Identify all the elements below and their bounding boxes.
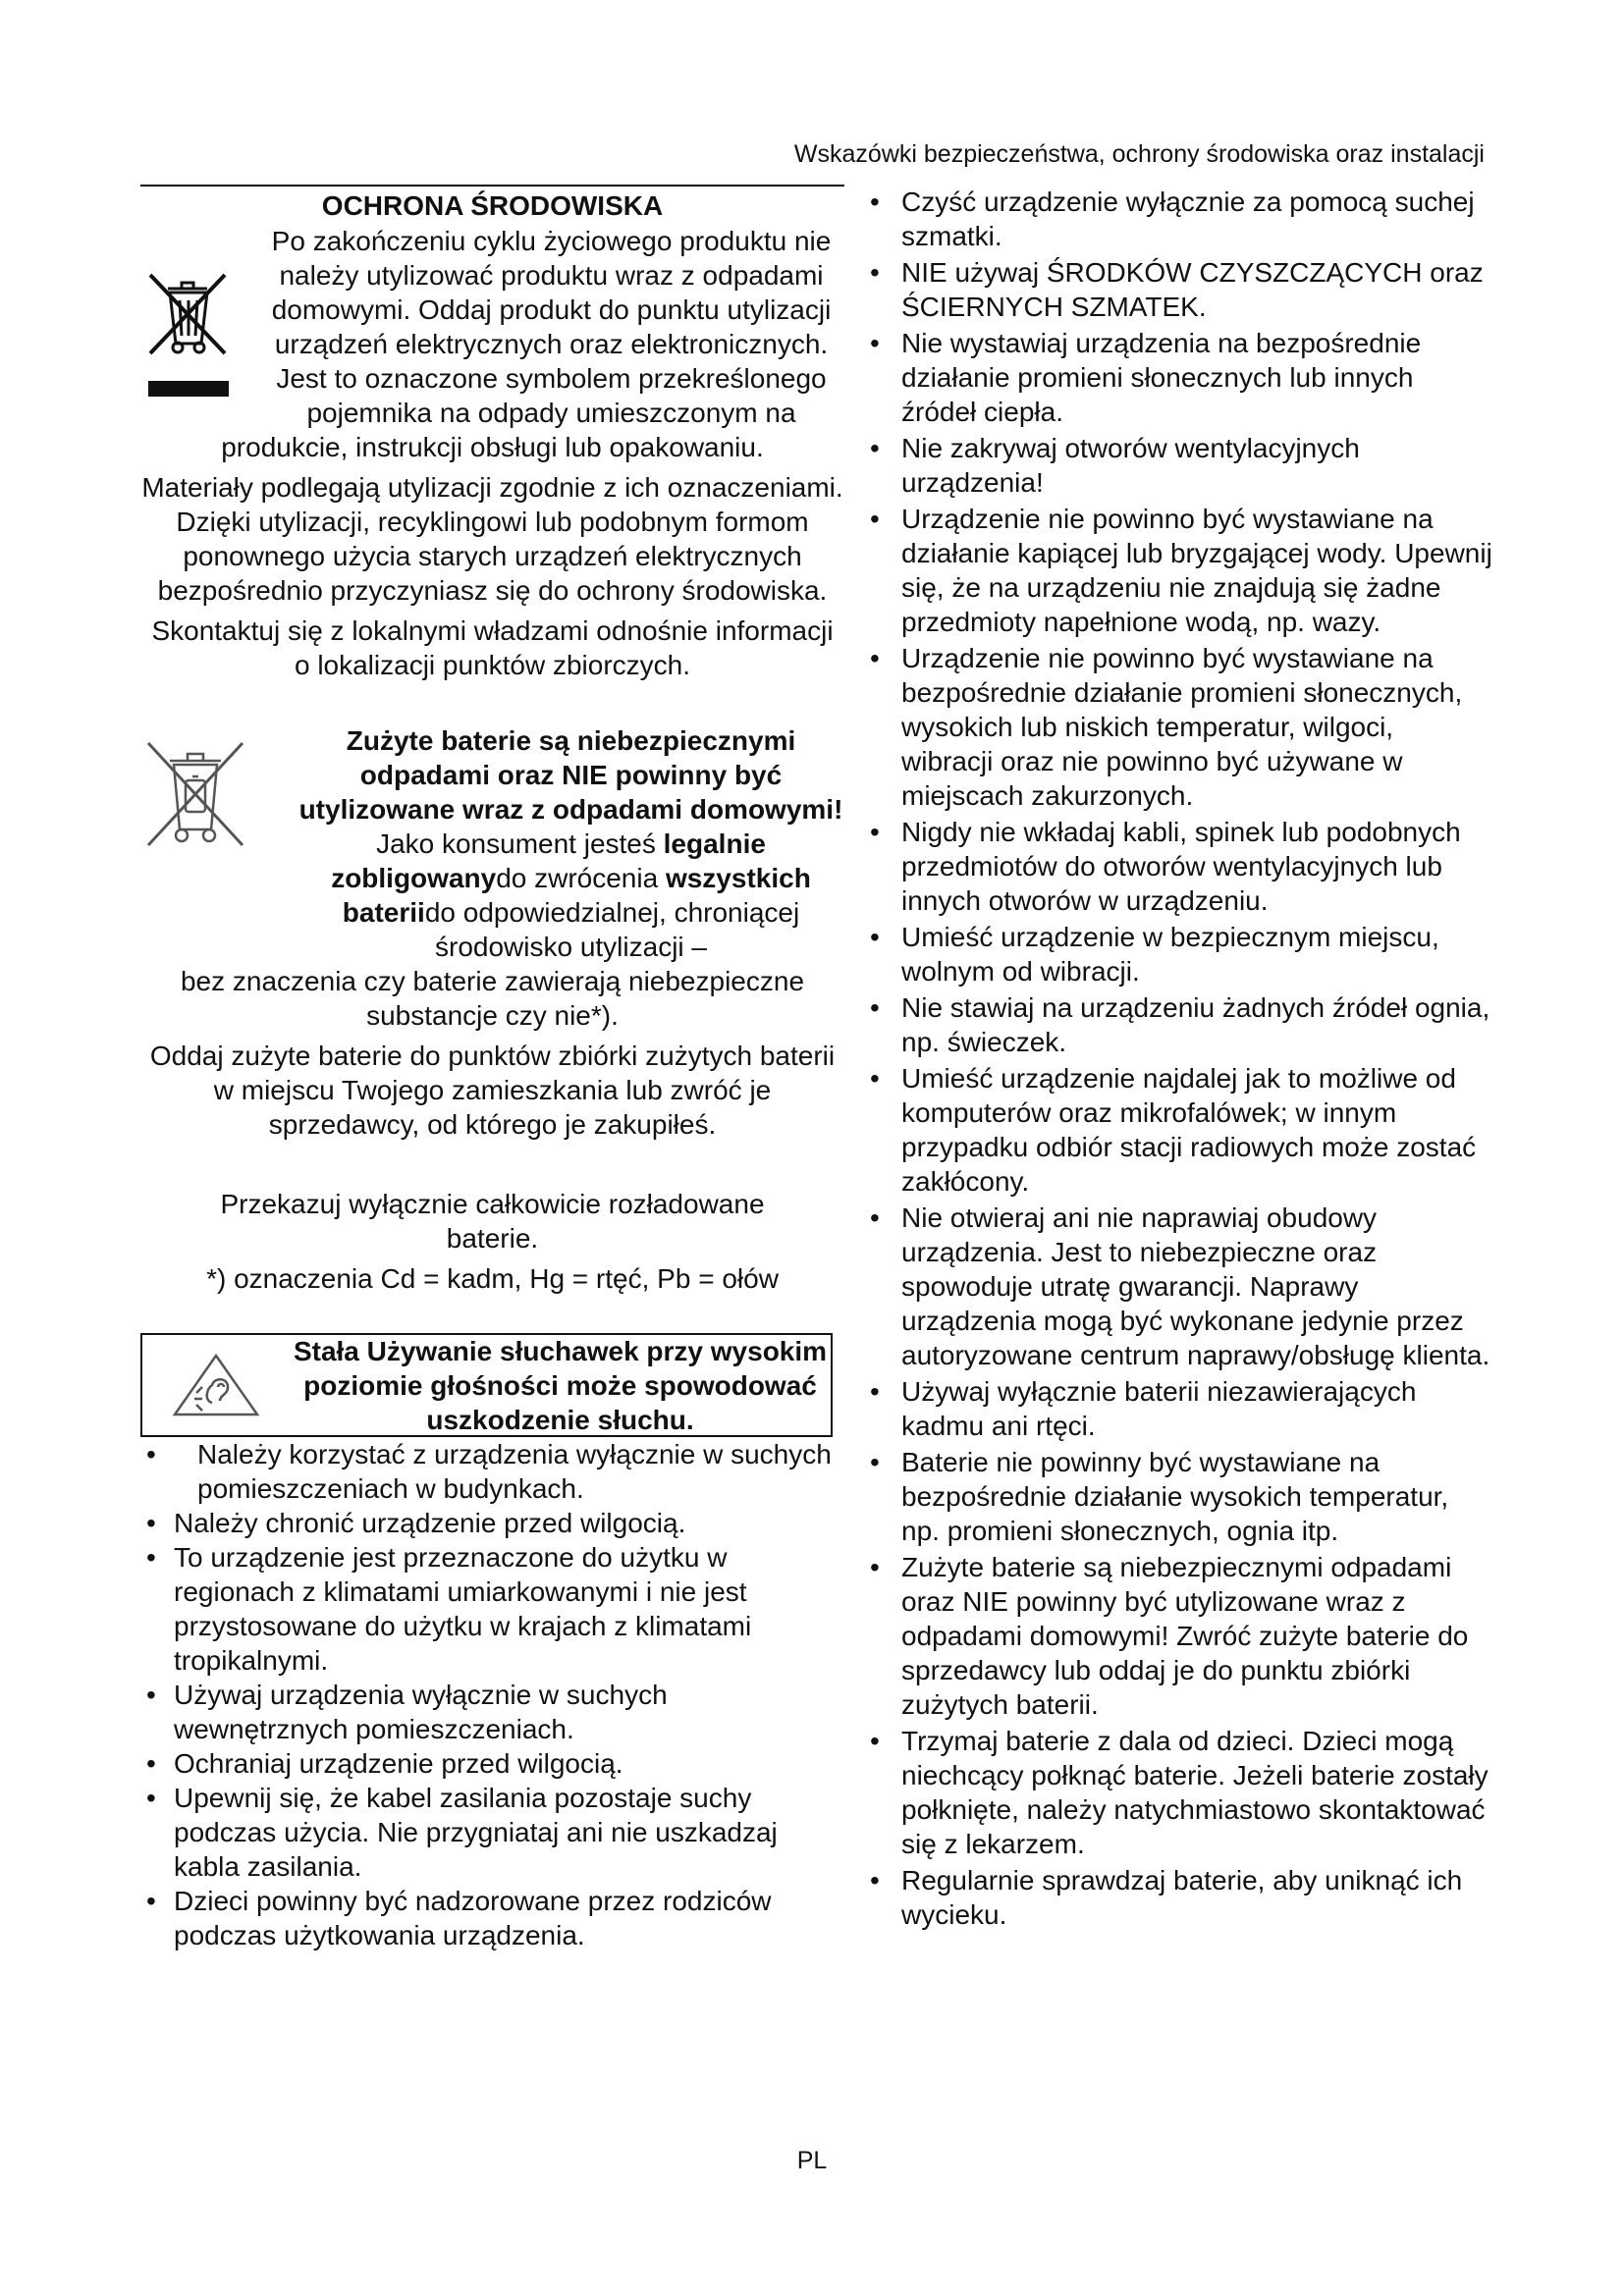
page-language-label: PL [796,2147,828,2174]
list-item: • Umieść urządzenie w bezpiecznym miejscu, wolnym od wibracji. [864,920,1492,988]
crossed-out-battery-bin-icon [140,735,298,853]
weee-text-continued: produkcie, instrukcji obsługi lub opakowaniu. [221,432,764,462]
battery-text-continued: bez znaczenia czy baterie zawierają niebezpieczne substancje czy nie*). [180,966,805,1031]
list-item: • Nie wystawiaj urządzenia na bezpośrednie działanie promieni słonecznych lub innych źródeł ciepła. [864,326,1492,429]
battery-footnote: *) oznaczenia Cd = kadm, Hg = rtęć, Pb = ołów [206,1263,779,1294]
list-item: • Nie otwieraj ani nie naprawiaj obudowy urządzenia. Jest to niebezpieczne oraz spowoduje utratę gwarancji. Naprawy urządzenia mogą być wykonane jedynie przez autoryzowane centrum naprawy/obsługę klienta. [864,1201,1492,1372]
list-item: • Używaj wyłącznie baterii niezawierających kadmu ani rtęci. [864,1374,1492,1443]
list-item: • Czyść urządzenie wyłącznie za pomocą suchej szmatki. [864,185,1492,253]
battery-text-3: do odpowiedzialnej, chroniącej środowisko utylizacji – [424,897,800,962]
left-column [140,185,844,1952]
list-item: • To urządzenie jest przeznaczone do użytku w regionach z klimatami umiarkowanymi i nie jest przystosowane do użytku w krajach z klimatami tropikalnymi. [140,1540,844,1678]
weee-notice [140,224,844,430]
battery-warning-text [298,723,844,964]
crossed-out-wheelie-bin-icon [140,265,258,359]
battery-text-2: do zwrócenia [496,863,666,893]
hearing-damage-warning-icon [169,1350,263,1420]
list-item: • Należy chronić urządzenie przed wilgocią. [140,1506,844,1540]
battery-discharged-paragraph: Przekazuj wyłącznie całkowicie rozładowane baterie. [220,1189,765,1254]
list-item: • NIE używaj ŚRODKÓW CZYSZCZĄCYCH oraz ŚCIERNYCH SZMATEK. [864,255,1492,324]
list-item: • Nie zakrywaj otworów wentylacyjnych urządzenia! [864,431,1492,500]
battery-text-1: Jako konsument jesteś [376,828,664,859]
list-item: • Zużyte baterie są niebezpiecznymi odpadami oraz NIE powinny być utylizowane wraz z odpadami domowymi! Zwróć zużyte baterie do sprzedawcy lub oddaj je do punktu zbiórki zużytych baterii. [864,1550,1492,1722]
list-item: • Upewnij się, że kabel zasilania pozostaje suchy podczas użycia. Nie przygniataj ani nie uszkadzaj kabla zasilania. [140,1781,844,1884]
weee-underline-bar [148,381,229,397]
weee-text: Po zakończeniu cyklu życiowego produktu nie należy utylizować produktu wraz z odpadami domowymi. Oddaj produkt do punktu utylizacji urządzeń elektrycznych oraz elektronicznych. Jest to oznaczone symbolem przekreślonego pojemnika na odpady umieszczonym na [271,226,832,428]
list-item: • Używaj urządzenia wyłącznie w suchych wewnętrznych pomieszczeniach. [140,1678,844,1746]
list-item: • Ochraniaj urządzenie przed wilgocią. [140,1746,844,1781]
hearing-warning-box [140,1333,833,1437]
environment-section-title: OCHRONA ŚRODOWISKA [140,185,844,224]
recycling-paragraph: Materiały podlegają utylizacji zgodnie z ich oznaczeniami. Dzięki utylizacji, recyklingowi lub podobnym formom ponownego użycia starych urządzeń elektrycznych bezpośrednio przyczyniasz się do ochrony środowiska. [141,472,843,606]
right-column [864,185,1492,1934]
battery-notice [140,723,844,964]
list-item: • Trzymaj baterie z dala od dzieci. Dzieci mogą niechcący połknąć baterie. Jeżeli baterie zostały połknięte, należy natychmiastowo skontaktować się z lekarzem. [864,1724,1492,1861]
list-item: • Dzieci powinny być nadzorowane przez rodziców podczas użytkowania urządzenia. [140,1884,844,1952]
contact-paragraph: Skontaktuj się z lokalnymi władzami odnośnie informacji o lokalizacji punktów zbiorczych. [151,615,834,680]
list-item: • Nigdy nie wkładaj kabli, spinek lub podobnych przedmiotów do otworów wentylacyjnych lub innych otworów w urządzeniu. [864,815,1492,918]
running-header: Wskazówki bezpieczeństwa, ochrony środowiska oraz instalacji [793,140,1485,168]
list-item: • Urządzenie nie powinno być wystawiane na bezpośrednie działanie promieni słonecznych, wysokich lub niskich temperatur, wilgoci, wibracji oraz nie powinno być używane w miejscach zakurzonych. [864,641,1492,813]
list-item: • Umieść urządzenie najdalej jak to możliwe od komputerów oraz mikrofalówek; w innym przypadku odbiór stacji radiowych może zostać zakłócony. [864,1061,1492,1199]
hearing-warning-text: Stała Używanie słuchawek przy wysokim poziomie głośności może spowodować uszkodzenie słuchu. [293,1335,828,1435]
left-safety-list [140,1437,844,1952]
list-item: • Należy korzystać z urządzenia wyłącznie w suchych pomieszczeniach w budynkach. [140,1437,844,1506]
list-item: • Regularnie sprawdzaj baterie, aby uniknąć ich wycieku. [864,1863,1492,1932]
battery-return-paragraph: Oddaj zużyte baterie do punktów zbiórki zużytych baterii w miejscu Twojego zamieszkania lub zwróć je sprzedawcy, od którego je zakupiłeś. [149,1041,836,1140]
battery-bold-2: legalnie zobligowany [331,828,766,893]
list-item: • Urządzenie nie powinno być wystawiane na działanie kapiącej lub bryzgającej wody. Upewnij się, że na urządzeniu nie znajdują się żadne przedmioty napełnione wodą, np. wazy. [864,502,1492,639]
battery-bold-1: Zużyte baterie są niebezpiecznymi odpadami oraz NIE powinny być utylizowane wraz z odpadami domowymi! [298,725,843,825]
right-safety-list [864,185,1492,1932]
list-item: • Baterie nie powinny być wystawiane na bezpośrednie działanie wysokich temperatur, np. promieni słonecznych, ognia itp. [864,1445,1492,1548]
battery-bold-3: wszystkich baterii [342,863,811,928]
list-item: • Nie stawiaj na urządzeniu żadnych źródeł ognia, np. świeczek. [864,990,1492,1059]
